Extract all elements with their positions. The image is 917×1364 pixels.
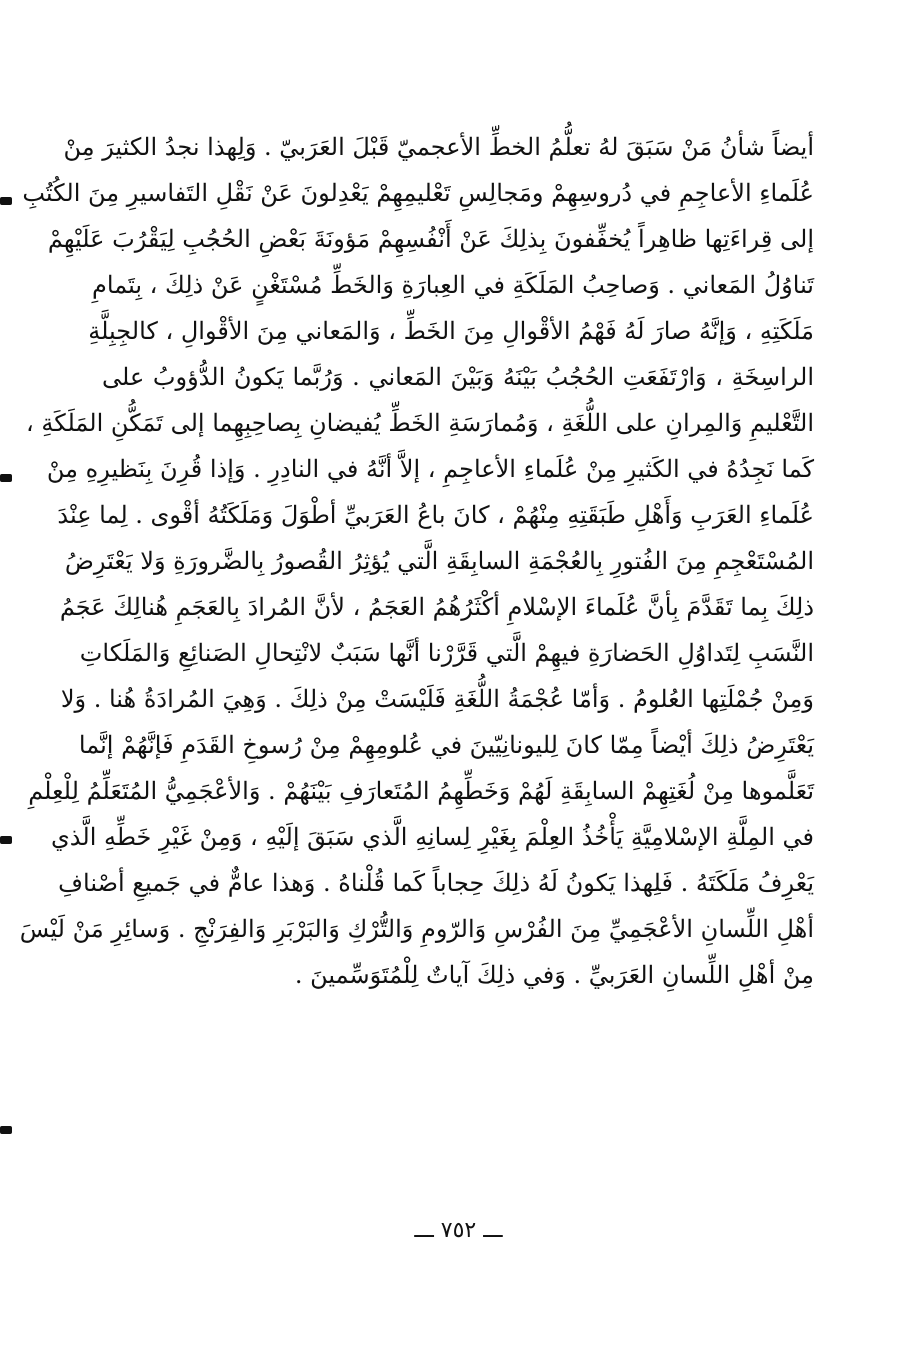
margin-mark [0,474,12,482]
text-line: أيضاً شأنُ مَنْ سَبَقَ لهُ تعلُّمُ الخطِّ الأعجميّ قَبْلَ العَرَبيّ . وَلِهذا نجدُ الكثيرَ مِنْ [63,133,814,161]
text-line: التَّعْليمِ وَالمِرانِ على اللُّغَةِ ، وَمُمارَسَةِ الخَطِّ يُفيضانِ بِصاحِبِهِما إلى تَمَكُّنِ المَلَكَةِ ، [25,409,814,437]
text-line: النَّسَبِ لِتَداوُلِ الحَضارَةِ فيهِمْ الَّتي قَرَّرْنا أنَّها سَبَبٌ لانْتِحالِ الصَنائِعِ وَالمَلَكاتِ [79,639,814,667]
text-line: مَلَكَتِهِ ، وَإنَّهُ صارَ لَهُ فَهْمُ الأقْوالِ مِنَ الخَطِّ ، وَالمَعاني مِنَ الأقْوالِ ، كالجِبِلَّةِ [88,317,814,345]
text-line: يَعْرِفُ مَلَكَتَهُ . فَلِهذا يَكونُ لَهُ ذلِكَ حِجاباً كَما قُلْناهُ . وَهذا عامٌّ في جَميعِ أصْنافِ [58,869,814,897]
text-line: مِنْ أهْلِ اللِّسانِ العَرَبيِّ . وَفي ذلِكَ آياتٌ لِلْمُتَوَسِّمينَ . [294,961,814,989]
text-line: الراسِخَةِ ، وَارْتَفَعَتِ الحُجُبُ بَيْنَهُ وَبَيْنَ المَعاني . وَرُبَّما يَكونُ الدُّؤوبُ على [102,363,814,391]
body-paragraph [19,124,814,998]
text-line: وَمِنْ جُمْلَتِها العُلومُ . وَأمّا عُجْمَةُ اللُّغَةِ فَلَيْسَتْ مِنْ ذلِكَ . وَهِيَ المُرادَةُ هُنا . وَلا [60,685,814,713]
text-line: كَما نَجِدُهُ في الكَثيرِ مِنْ عُلَماءِ الأعاجِمِ ، إلاَّ أنَّهُ في النادِرِ . وَإذا قُرِنَ بِنَظيرِهِ مِنْ [46,455,814,483]
text-line: أهْلِ اللِّسانِ الأعْجَمِيِّ مِنَ الفُرْسِ وَالرّومِ وَالتُّرْكِ وَالبَرْبَرِ وَالفِرَنْجِ . وَسائِرِ مَنْ لَيْسَ [19,915,814,943]
margin-mark [0,197,12,205]
text-line: تَعَلَّموها مِنْ لُغَتِهِمْ السابِقَةِ لَهُمْ وَخَطِّهِمُ المُتَعارَفِ بَيْنَهُمْ . وَالأعْجَمِيُّ المُتَعَلِّمُ لِلْعِلْمِ [28,777,814,805]
text-line: عُلَماءِ العَرَبِ وَأَهْلِ طَبَقَتِهِ مِنْهُمْ ، كانَ باعُ العَرَبيِّ أطْوَلَ وَمَلَكَتُهُ أقْوى . لِما عِنْدَ [57,501,814,529]
text-line: ذلِكَ بِما تَقَدَّمَ بِأنَّ عُلَماءَ الإسْلامِ أكْثَرُهُمُ العَجَمُ ، لأنَّ المُرادَ بِالعَجَمِ هُنالِكَ عَجَمُ [59,593,814,621]
text-line: في المِلَّةِ الإسْلامِيَّةِ يَأْخُذُ العِلْمَ بِغَيْرِ لِسانِهِ الَّذي سَبَقَ إلَيْهِ ، وَمِنْ غَيْرِ خَطِّهِ الَّذي [51,823,814,851]
text-line: إلى قِراءَتِها ظاهِراً يُخفِّفونَ بِذلِكَ عَنْ أَنْفُسِهِمْ مَؤونَةَ بَعْضِ الحُجُبِ لِيَقْرُبَ عَلَيْهِمْ [47,225,814,253]
text-line: عُلَماءِ الأعاجِمِ في دُروسِهِمْ ومَجالِسِ تَعْليمِهِمْ يَعْدِلونَ عَنْ نَقْلِ التَفاسيرِ مِنَ الكُتُبِ [22,179,814,207]
text-line: تَناوُلُ المَعاني . وَصاحِبُ المَلَكَةِ في العِبارَةِ وَالخَطِّ مُسْتَغْنٍ عَنْ ذلِكَ ، بِتَمامِ [92,271,814,299]
margin-mark [0,1126,12,1134]
text-line: المُسْتَعْجِمِ مِنَ الفُتورِ بِالعُجْمَةِ السابِقَةِ الَّتي يُؤثِرُ القُصورُ بِالضَّرورَةِ وَلا يَعْتَرِضُ [64,547,814,575]
text-line: يَعْتَرِضُ ذلِكَ أيْضاً مِمّا كانَ لِليونانِيّينَ في عُلومِهِمْ مِنْ رُسوخِ القَدَمِ فَإنَّهُمْ إنَّما [78,731,814,759]
margin-mark [0,836,12,844]
page-number: ـــ ٧٥٢ ـــ [414,1218,503,1243]
